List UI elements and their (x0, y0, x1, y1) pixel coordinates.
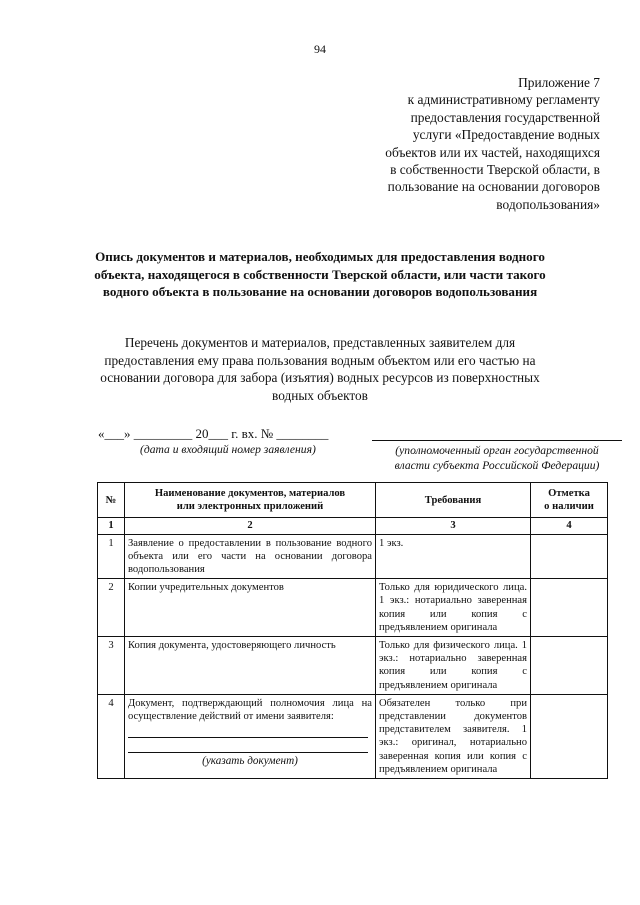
row-no: 1 (98, 534, 125, 579)
row-name: Копии учредительных документов (125, 579, 376, 637)
appendix-line: водопользования» (496, 196, 600, 212)
date-caption: (дата и входящий номер заявления) (140, 443, 316, 456)
column-number: 4 (531, 518, 608, 534)
authority-blank-line (372, 440, 622, 441)
row-requirements: 1 экз. (376, 534, 531, 579)
row-name-text: Документ, подтверждающий полномочия лица на осуществление действий от имени заявителя: (128, 697, 372, 723)
column-number: 3 (376, 518, 531, 534)
row-mark (531, 694, 608, 778)
header-name-line: или электронных приложений (176, 501, 324, 513)
document-title (70, 248, 570, 301)
table-row (98, 579, 608, 637)
row-mark (531, 579, 608, 637)
document-subtitle (70, 334, 570, 404)
appendix-block (280, 74, 600, 213)
subtitle-line: Перечень документов и материалов, представленных заявителем для (124, 335, 516, 350)
header-name (125, 483, 376, 518)
appendix-line: Приложение 7 (518, 75, 600, 90)
column-number: 1 (98, 518, 125, 534)
subtitle-line: основании договора для забора (изъятия) водных ресурсов из поверхностных (100, 370, 540, 385)
header-mark-line: Отметка (548, 488, 590, 499)
row-name (125, 694, 376, 778)
authority-caption (372, 443, 622, 473)
row-requirements: Только для юридического лица. 1 экз.: нотариально заверенная копия или копия с предъявлением оригинала (376, 579, 531, 637)
appendix-line: предоставления государственной (410, 109, 600, 125)
row-mark (531, 534, 608, 579)
authority-caption-line: власти субъекта Российской Федерации) (394, 459, 600, 472)
appendix-line: в собственности Тверской области, в (390, 162, 600, 178)
header-mark-line: о наличии (544, 501, 594, 513)
appendix-line: услуги «Предоставдение водных (412, 127, 600, 143)
row-requirements: Обязателен только при представлении документов представителем заявителя. 1 экз.: оригинал, нотариально заверенная копия или копия с предъявлением оригинала (376, 694, 531, 778)
title-line: Опись документов и материалов, необходимых для предоставления водного (95, 249, 545, 264)
header-mark (531, 483, 608, 518)
table-row (98, 694, 608, 778)
documents-table (97, 482, 608, 779)
appendix-line: к административному регламенту (407, 92, 600, 108)
column-number-row (98, 518, 608, 534)
row-no: 4 (98, 694, 125, 778)
row-no: 2 (98, 579, 125, 637)
table-row (98, 637, 608, 695)
subtitle-line: водных объектов (272, 387, 368, 403)
row-name: Заявление о предоставлении в пользование водного объекта или его части на основании договора водопользования (125, 534, 376, 579)
header-name-line: Наименование документов, материалов (154, 488, 346, 499)
title-line: водного объекта в пользование на основании договоров водопользования (102, 284, 538, 299)
row-name-caption: (указать документ) (202, 755, 298, 768)
row-no: 3 (98, 637, 125, 695)
title-line: объекта, находящегося в собственности Тверской области, или части такого (94, 266, 546, 282)
authority-caption-line: (уполномоченный орган государственной (395, 444, 599, 457)
appendix-line: пользование на основании договоров (387, 179, 600, 195)
column-number: 2 (125, 518, 376, 534)
fill-in-line (128, 738, 368, 753)
row-name: Копия документа, удостоверяющего личность (125, 637, 376, 695)
appendix-line: объектов или их частей, находящихся (385, 144, 600, 160)
table-row (98, 534, 608, 579)
page-number: 94 (314, 42, 326, 56)
header-no: № (98, 483, 125, 518)
subtitle-line: предоставления ему права пользования водным объектом или его частью на (104, 352, 536, 368)
row-mark (531, 637, 608, 695)
header-requirements: Требования (376, 483, 531, 518)
row-requirements: Только для физического лица. 1 экз.: нотариально заверенная копия или копия с предъявлением оригинала (376, 637, 531, 695)
date-number-line: «___» _________ 20___ г. вх. № ________ (98, 426, 329, 441)
fill-in-line (128, 723, 368, 738)
table-header-row (98, 483, 608, 518)
